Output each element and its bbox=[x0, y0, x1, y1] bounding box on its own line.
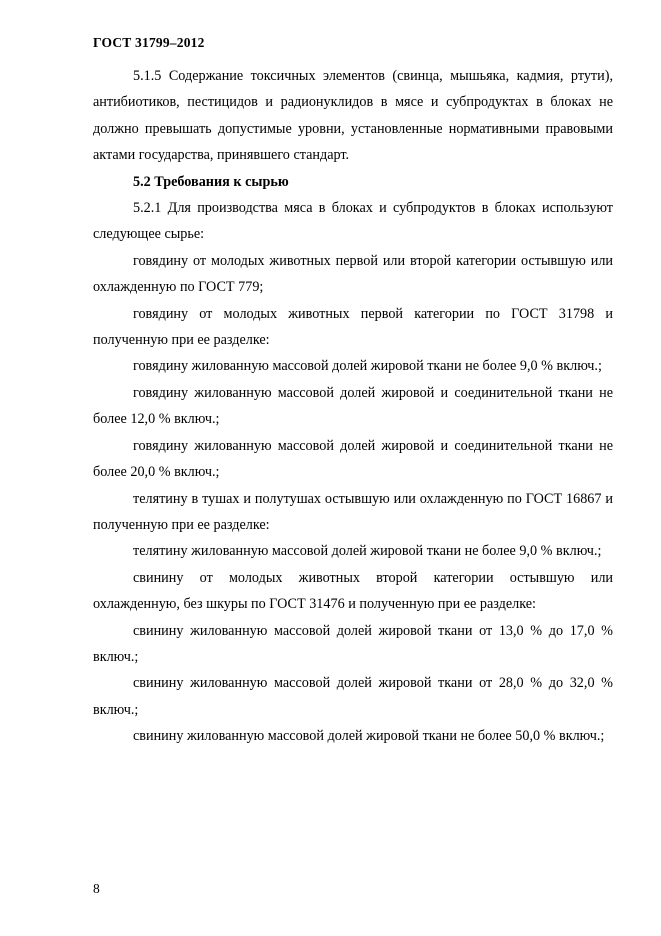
paragraph-beef-young: говядину от молодых животных первой или второй категории остывшую или охлажденную по ГОСТ 779; bbox=[93, 252, 613, 296]
paragraph-5-1-5: 5.1.5 Содержание токсичных элементов (свинца, мышьяка, кадмия, ртути), антибиотиков, пестицидов и радионуклидов в мясе и субпродуктах в блоках не должно превышать допустимые уровни, установленные нормативными правовыми актами государства, принявшего стандарт. bbox=[93, 68, 613, 164]
paragraph-pork-trimmed-28-32: свинину жилованную массовой долей жировой ткани от 28,0 % до 32,0 % включ.; bbox=[93, 675, 613, 718]
document-body bbox=[93, 63, 613, 750]
document-code-header: ГОСТ 31799–2012 bbox=[93, 35, 205, 50]
paragraph-veal-trimmed-9: телятину жилованную массовой долей жировой ткани не более 9,0 % включ.; bbox=[133, 543, 602, 560]
section-heading-5-2: 5.2 Требования к сырью bbox=[133, 173, 289, 190]
paragraph-beef-trimmed-9: говядину жилованную массовой долей жировой ткани не более 9,0 % включ.; bbox=[133, 358, 602, 375]
paragraph-beef-trimmed-20: говядину жилованную массовой долей жировой и соединительной ткани не более 20,0 % включ.; bbox=[93, 437, 613, 481]
paragraph-pork: свинину от молодых животных второй категории остывшую или охлажденную, без шкуры по ГОСТ 31476 и полученную при ее разделке: bbox=[93, 569, 613, 613]
paragraph-5-2-1: 5.2.1 Для производства мяса в блоках и субпродуктов в блоках используют следующее сырье: bbox=[93, 200, 613, 243]
paragraph-pork-trimmed-50: свинину жилованную массовой долей жировой ткани не более 50,0 % включ.; bbox=[133, 728, 605, 745]
paragraph-beef-trimmed-12: говядину жилованную массовой долей жировой и соединительной ткани не более 12,0 % включ.; bbox=[93, 384, 613, 428]
paragraph-veal: телятину в тушах и полутушах остывшую или охлажденную по ГОСТ 16867 и полученную при ее разделке: bbox=[93, 490, 613, 533]
paragraph-beef-first-category: говядину от молодых животных первой категории по ГОСТ 31798 и полученную при ее разделке: bbox=[93, 305, 613, 349]
page-number: 8 bbox=[93, 881, 100, 896]
paragraph-pork-trimmed-13-17: свинину жилованную массовой долей жировой ткани от 13,0 % до 17,0 % включ.; bbox=[93, 622, 613, 665]
